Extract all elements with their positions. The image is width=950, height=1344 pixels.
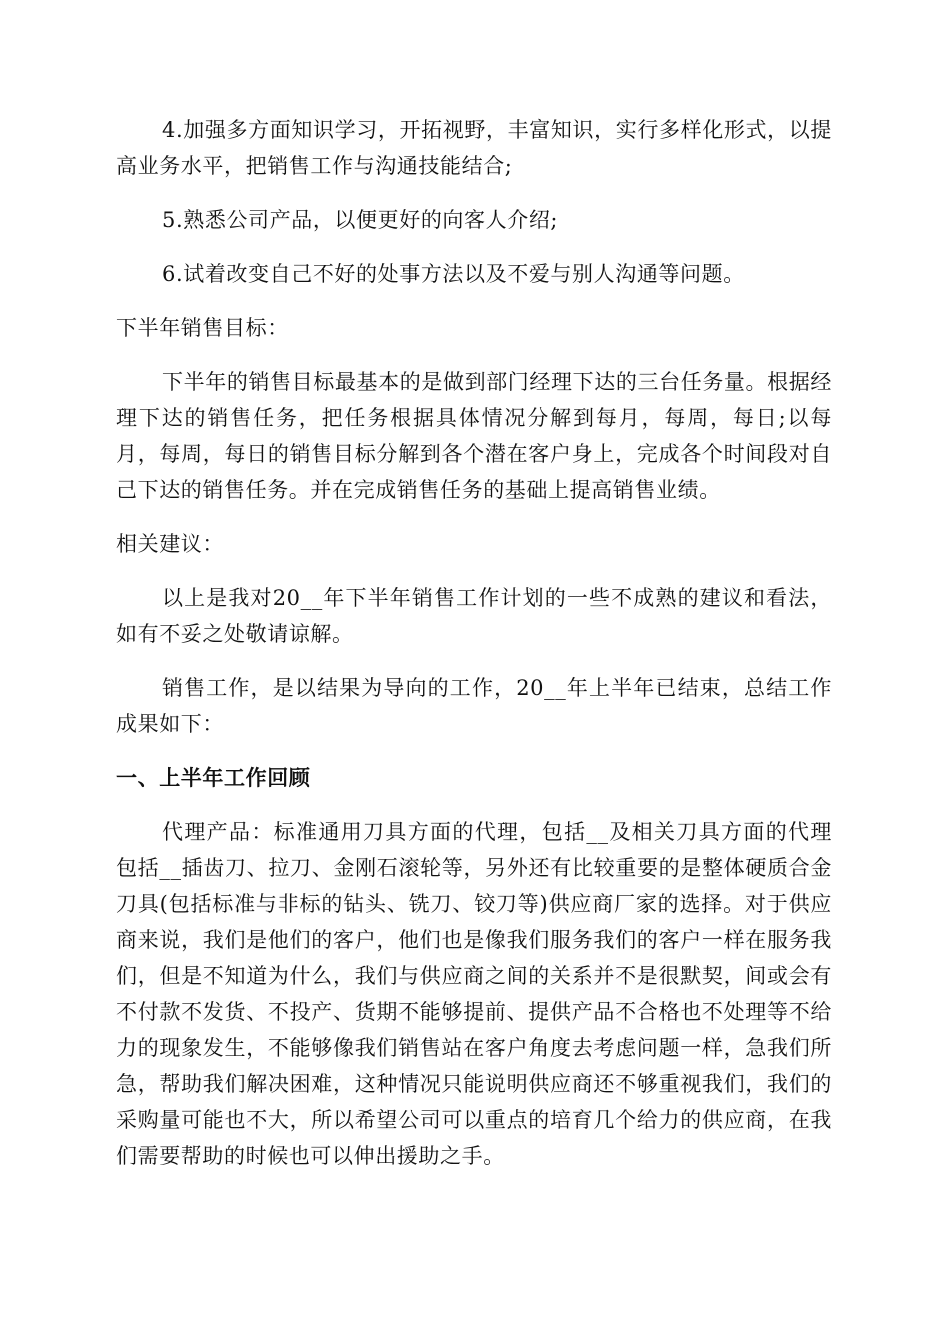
document-body xyxy=(116,112,832,1174)
paragraph-item-6: 6.试着改变自己不好的处事方法以及不爱与别人沟通等问题。 xyxy=(162,262,745,286)
section-label-suggestions: 相关建议： xyxy=(116,532,224,556)
paragraph-item-5: 5.熟悉公司产品，以便更好的向客人介绍; xyxy=(162,208,559,232)
paragraph-sales-target: 下半年的销售目标最基本的是做到部门经理下达的三台任务量。根据经理下达的销售任务，把任务根据具体情况分解到每月，每周，每日;以每月，每周，每日的销售目标分解到各个潜在客户身上，完成各个时间段对自己下达的销售任务。并在完成销售任务的基础上提高销售业绩。 xyxy=(116,370,832,502)
paragraph-summary-intro: 销售工作，是以结果为导向的工作，20__年上半年已结束，总结工作成果如下： xyxy=(116,676,832,736)
paragraph-suggestions: 以上是我对20__年下半年销售工作计划的一些不成熟的建议和看法，如有不妥之处敬请谅解。 xyxy=(116,586,832,646)
section-label-sales-target: 下半年销售目标： xyxy=(116,316,289,340)
section-heading-review: 一、上半年工作回顾 xyxy=(116,766,311,790)
paragraph-item-4: 4.加强多方面知识学习，开拓视野，丰富知识，实行多样化形式，以提高业务水平，把销售工作与沟通技能结合; xyxy=(116,118,832,178)
paragraph-agency-products: 代理产品：标准通用刀具方面的代理，包括__及相关刀具方面的代理包括__插齿刀、拉刀、金刚石滚轮等，另外还有比较重要的是整体硬质合金刀具(包括标准与非标的钻头、铣刀、铰刀等)供应商厂家的选择。对于供应商来说，我们是他们的客户，他们也是像我们服务我们的客户一样在服务我们，但是不知道为什么，我们与供应商之间的关系并不是很默契，间或会有不付款不发货、不投产、货期不能够提前、提供产品不合格也不处理等不给力的现象发生，不能够像我们销售站在客户角度去考虑问题一样，急我们所急，帮助我们解决困难，这种情况只能说明供应商还不够重视我们，我们的采购量可能也不大，所以希望公司可以重点的培育几个给力的供应商，在我们需要帮助的时候也可以伸出援助之手。 xyxy=(116,820,832,1168)
